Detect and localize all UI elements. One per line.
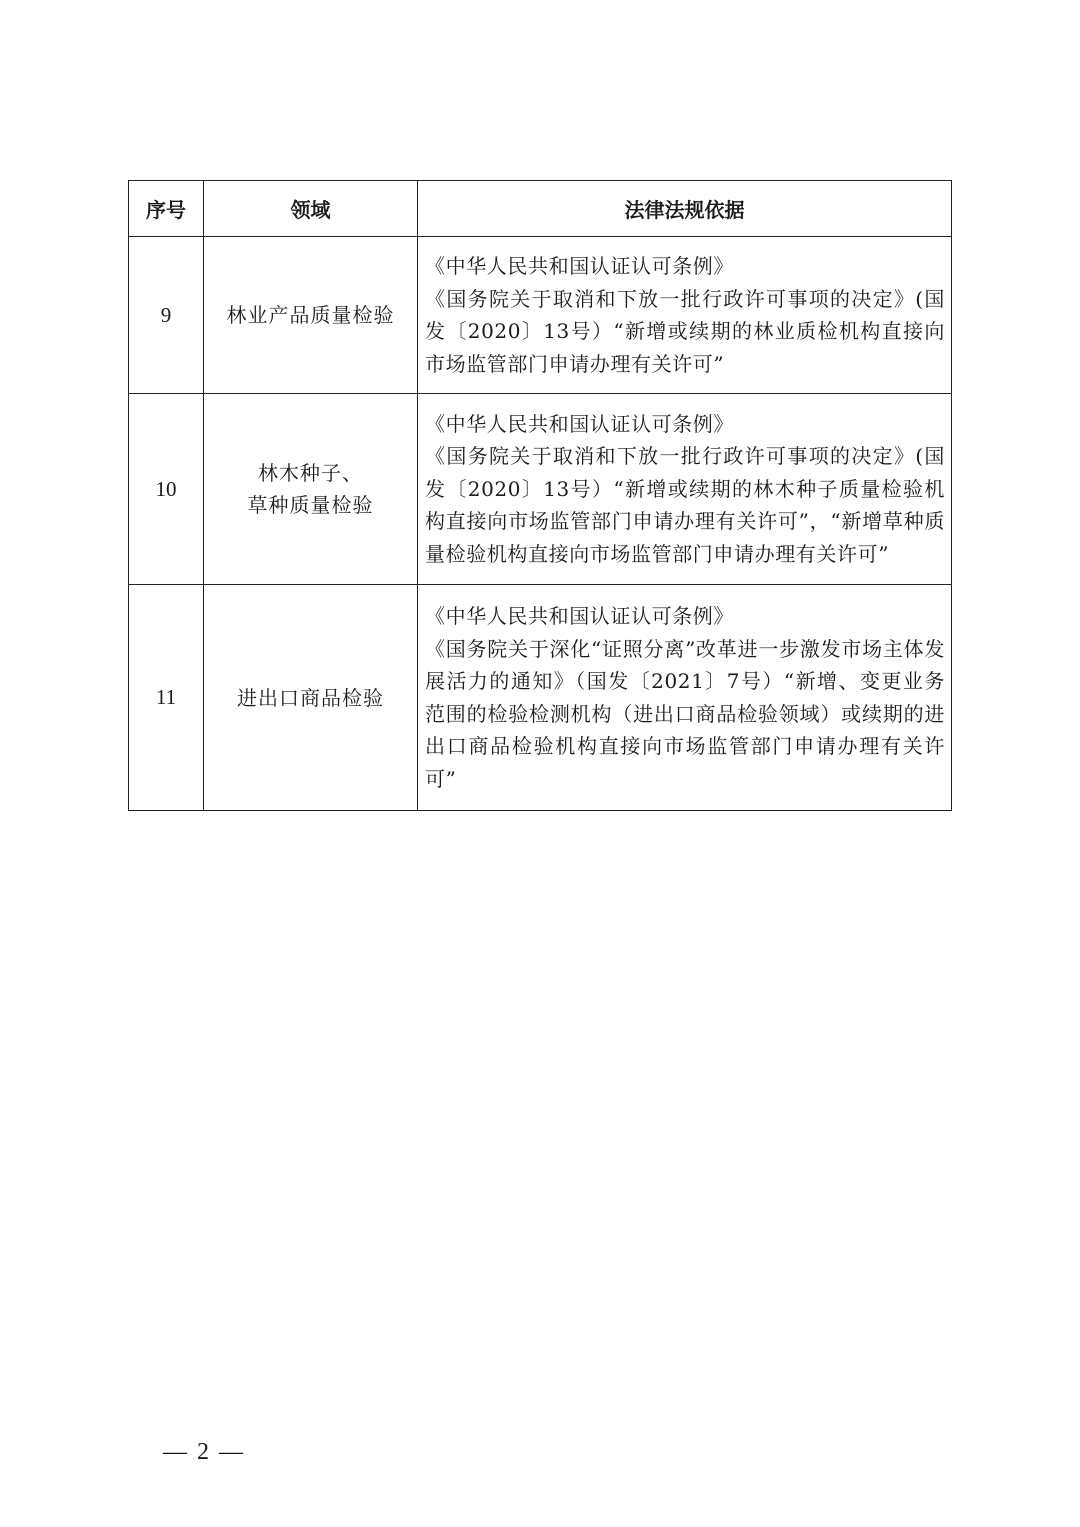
table-row [129,394,952,585]
row-field [204,237,418,394]
header-field: 领域 [204,181,418,237]
row-number: 11 [129,585,204,811]
table-header-row [129,181,952,237]
table-row [129,585,952,811]
basis-line: 《中华人民共和国认证认可条例》 [425,254,734,278]
row-basis [418,394,952,585]
regulation-table [128,180,952,811]
basis-line: 《国务院关于深化“证照分离”改革进一步激发市场主体发展活力的通知》（国发〔2021〕7号）“新增、变更业务范围的检验检测机构（进出口商品检验领域）或续期的进出口商品检验机构直接向市场监管部门申请办理有关许可” [425,636,945,791]
row-number: 9 [129,237,204,394]
row-basis [418,237,952,394]
row-basis [418,585,952,811]
field-line: 林业产品质量检验 [226,303,395,327]
header-basis: 法律法规依据 [418,181,952,237]
basis-line: 《国务院关于取消和下放一批行政许可事项的决定》(国发〔2020〕13号）“新增或续期的林木种子质量检验机构直接向市场监管部门申请办理有关许可”，“新增草种质量检验机构直接向市场监管部门申请办理有关许可” [425,444,945,566]
field-line: 草种质量检验 [247,493,374,517]
field-line: 进出口商品检验 [237,685,384,710]
basis-line: 《中华人民共和国认证认可条例》 [425,411,734,436]
row-field [204,585,418,811]
row-field [204,394,418,585]
field-line: 林木种子、 [258,461,363,485]
basis-line: 《中华人民共和国认证认可条例》 [425,604,734,628]
page-number: — 2 — [163,1439,245,1465]
basis-line: 《国务院关于取消和下放一批行政许可事项的决定》(国发〔2020〕13号）“新增或续期的林业质检机构直接向市场监管部门申请办理有关许可” [425,286,945,376]
row-number: 10 [129,394,204,585]
table-row [129,237,952,394]
header-num: 序号 [129,181,204,237]
